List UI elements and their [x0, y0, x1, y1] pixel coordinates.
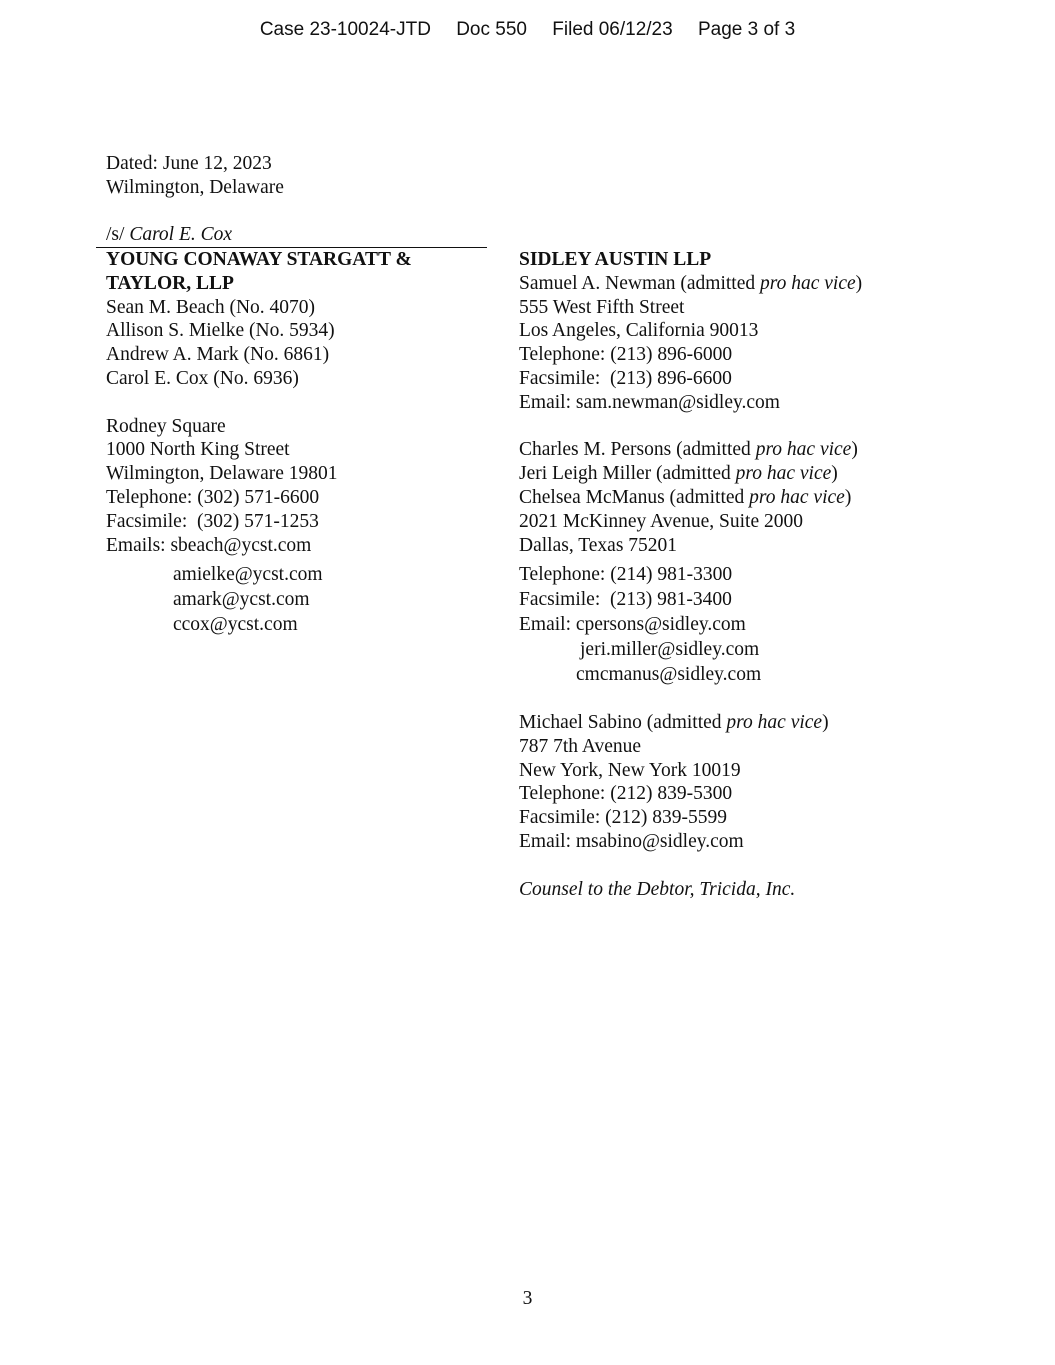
right-email: Email: msabino@sidley.com [519, 830, 744, 852]
right-address-line: 555 West Fifth Street [519, 296, 685, 318]
left-emails-cont [106, 562, 323, 637]
page-indicator: Page 3 of 3 [697, 19, 796, 40]
right-facsimile: Facsimile: (213) 981-3400 [519, 589, 732, 610]
right-address-line: Dallas, Texas 75201 [519, 534, 678, 556]
dated-line: Dated: June 12, 2023 [106, 153, 272, 174]
right-email-cont: jeri.miller@sidley.com [580, 639, 760, 660]
right-facsimile: Facsimile: (212) 839-5599 [519, 807, 727, 829]
right-address-line: Los Angeles, California 90013 [519, 320, 759, 342]
right-firm-name: SIDLEY AUSTIN LLP [519, 249, 712, 270]
left-telephone: Telephone: (302) 571-6600 [106, 486, 320, 508]
signature-line [106, 223, 232, 247]
right-telephone: Telephone: (214) 981-3300 [519, 564, 733, 585]
right-dallas-contact [519, 562, 761, 687]
left-address-line: Wilmington, Delaware 19801 [106, 463, 338, 485]
left-address-line: Rodney Square [106, 415, 226, 437]
left-email-cont: amark@ycst.com [173, 589, 310, 610]
right-address-line: 2021 McKinney Avenue, Suite 2000 [519, 510, 803, 532]
right-telephone: Telephone: (213) 896-6000 [519, 344, 733, 366]
right-telephone: Telephone: (212) 839-5300 [519, 783, 733, 805]
case-header [0, 19, 1055, 41]
right-attorney: Chelsea McManus (admitted pro hac vice) [519, 486, 852, 508]
left-attorney: Allison S. Mielke (No. 5934) [106, 320, 335, 342]
right-email-cont: cmcmanus@sidley.com [576, 664, 762, 685]
left-firm-block [106, 248, 412, 557]
counsel-statement: Counsel to the Debtor, Tricida, Inc. [519, 878, 796, 900]
left-attorney: Carol E. Cox (No. 6936) [106, 367, 299, 389]
right-facsimile: Facsimile: (213) 896-6600 [519, 367, 732, 389]
right-address-line: New York, New York 10019 [519, 759, 741, 781]
right-attorney: Charles M. Persons (admitted pro hac vice) [519, 439, 858, 461]
left-attorney: Sean M. Beach (No. 4070) [106, 296, 316, 318]
left-attorney: Andrew A. Mark (No. 6861) [106, 344, 330, 366]
signature-prefix: /s/ [106, 224, 130, 245]
right-firm-ny-block [519, 711, 829, 901]
signature-name: Carol E. Cox [129, 224, 233, 245]
case-number: Case 23-10024-JTD [259, 19, 431, 40]
right-attorney: Jeri Leigh Miller (admitted pro hac vice) [519, 463, 838, 485]
left-firm-name-line2: TAYLOR, LLP [106, 272, 234, 294]
left-firm-name-line1: YOUNG CONAWAY STARGATT & [106, 249, 412, 270]
right-attorney: Michael Sabino (admitted pro hac vice) [519, 712, 829, 733]
left-address-line: 1000 North King Street [106, 439, 290, 461]
right-email: Email: sam.newman@sidley.com [519, 391, 780, 413]
left-facsimile: Facsimile: (302) 571-1253 [106, 510, 319, 532]
place-line: Wilmington, Delaware [106, 176, 284, 198]
left-email-cont: amielke@ycst.com [173, 564, 323, 585]
right-email: Email: cpersons@sidley.com [519, 614, 746, 635]
left-email-cont: ccox@ycst.com [173, 614, 298, 635]
right-address-line: 787 7th Avenue [519, 735, 642, 757]
right-firm-la-block [519, 248, 862, 557]
dated-block [106, 152, 284, 200]
page-number: 3 [522, 1288, 533, 1309]
doc-number: Doc 550 [456, 19, 527, 40]
filed-date: Filed 06/12/23 [552, 19, 673, 40]
right-attorney: Samuel A. Newman (admitted pro hac vice) [519, 272, 863, 294]
left-emails: Emails: sbeach@ycst.com [106, 534, 312, 556]
